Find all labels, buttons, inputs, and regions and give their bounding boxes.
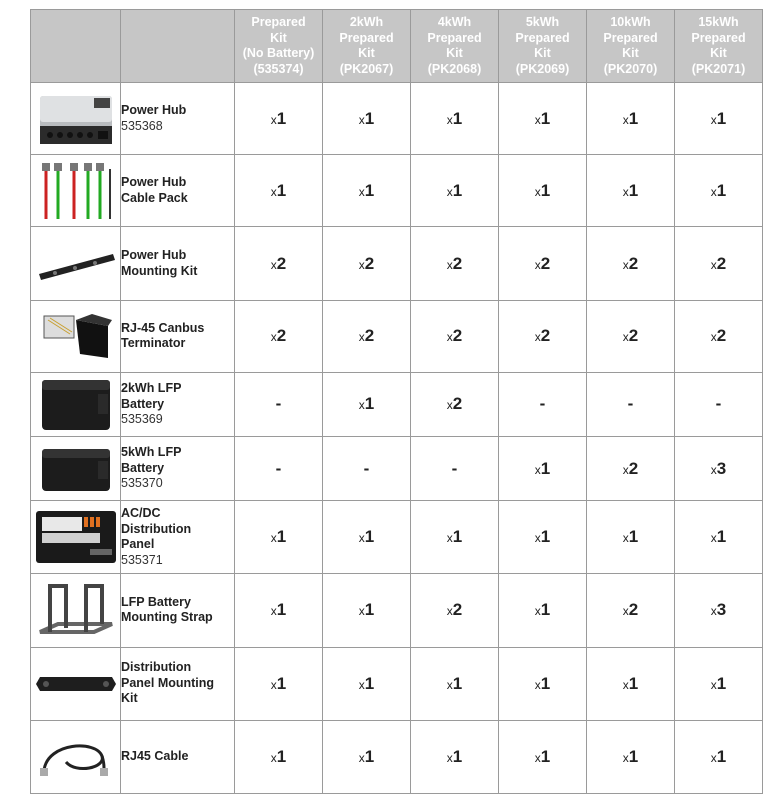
quantity-x: x: [358, 677, 365, 692]
quantity-x: x: [358, 184, 365, 199]
quantity-number: 2: [364, 253, 375, 273]
quantity-number: 2: [276, 253, 287, 273]
quantity-cell: [235, 574, 323, 647]
item-name-cell: [121, 227, 235, 300]
item-name-cell: [121, 647, 235, 720]
quantity-x: x: [622, 750, 629, 765]
quantity-x: x: [534, 112, 541, 127]
quantity-cell: [675, 501, 763, 574]
quantity-x: x: [622, 604, 629, 619]
quantity-x: x: [534, 750, 541, 765]
quantity-cell: [235, 227, 323, 300]
quantity-number: 1: [540, 458, 551, 478]
quantity-number: 1: [276, 180, 287, 200]
quantity-x: x: [710, 750, 717, 765]
quantity-x: x: [270, 330, 277, 345]
quantity-number: 1: [540, 180, 551, 200]
quantity-number: 2: [716, 326, 727, 346]
quantity-cell: [411, 227, 499, 300]
quantity-cell: [323, 155, 411, 227]
quantity-cell: [411, 501, 499, 574]
quantity-number: 1: [716, 746, 727, 766]
header-line: 10kWh: [610, 15, 651, 29]
quantity-cell: [499, 227, 587, 300]
quantity-cell: [587, 155, 675, 227]
header-line: (PK2071): [691, 61, 746, 76]
header-line: Prepared: [515, 30, 570, 45]
quantity-x: x: [622, 677, 629, 692]
header-blank-image: [31, 10, 121, 83]
quantity-x: x: [534, 677, 541, 692]
quantity-number: 1: [716, 108, 727, 128]
quantity-cell: [499, 300, 587, 372]
quantity-x: x: [270, 531, 277, 546]
quantity-number: 3: [716, 600, 727, 620]
quantity-x: x: [710, 604, 717, 619]
quantity-cell: [323, 83, 411, 155]
table-row: [31, 501, 763, 574]
header-line: Kit: [270, 30, 287, 45]
quantity-x: x: [446, 112, 453, 127]
quantity-cell: [587, 720, 675, 793]
quantity-x: x: [270, 750, 277, 765]
quantity-cell: [587, 436, 675, 500]
quantity-cell: [235, 720, 323, 793]
quantity-x: x: [622, 330, 629, 345]
quantity-cell: [499, 83, 587, 155]
item-name: RJ-45 Canbus Terminator: [121, 320, 205, 351]
header-row: [31, 10, 763, 83]
quantity-cell: [323, 372, 411, 436]
quantity-number: 1: [628, 527, 639, 547]
quantity-x: x: [710, 184, 717, 199]
quantity-number: 1: [364, 673, 375, 693]
quantity-cell: [235, 300, 323, 372]
quantity-x: x: [534, 184, 541, 199]
quantity-cell: [235, 83, 323, 155]
quantity-cell: [235, 372, 323, 436]
quantity-cell: [323, 227, 411, 300]
item-name: AC/DC Distribution Panel: [121, 506, 192, 552]
item-code: 535368: [121, 118, 163, 133]
table-row: [31, 83, 763, 155]
quantity-x: x: [358, 531, 365, 546]
quantity-x: x: [446, 604, 453, 619]
item-code: 535370: [121, 476, 163, 491]
quantity-cell: [499, 647, 587, 720]
quantity-x: x: [270, 184, 277, 199]
quantity-number: 1: [716, 180, 727, 200]
quantity-cell: [411, 83, 499, 155]
quantity-dash: -: [451, 458, 458, 478]
quantity-number: 1: [364, 746, 375, 766]
quantity-cell: [323, 436, 411, 500]
quantity-number: 2: [452, 253, 463, 273]
item-name: 5kWh LFP Battery: [121, 445, 182, 475]
battery-2kwh-image: [31, 372, 121, 436]
item-name-cell: [121, 720, 235, 793]
quantity-cell: [411, 647, 499, 720]
quantity-cell: [675, 227, 763, 300]
quantity-cell: [675, 574, 763, 647]
quantity-x: x: [446, 257, 453, 272]
quantity-x: x: [358, 112, 365, 127]
quantity-x: x: [710, 112, 717, 127]
quantity-cell: [499, 574, 587, 647]
quantity-cell: [323, 647, 411, 720]
quantity-cell: [499, 720, 587, 793]
quantity-cell: [675, 372, 763, 436]
table-row: [31, 300, 763, 372]
quantity-number: 1: [540, 600, 551, 620]
panel-mount-kit-image: [31, 647, 121, 720]
rj45-cable-image: [31, 720, 121, 793]
quantity-x: x: [270, 677, 277, 692]
header-kit-15kwh: [675, 10, 763, 83]
quantity-number: 1: [276, 600, 287, 620]
item-name-cell: [121, 574, 235, 647]
header-line: (535374): [253, 61, 304, 76]
quantity-cell: [411, 720, 499, 793]
quantity-cell: [411, 372, 499, 436]
header-line: Prepared: [251, 15, 306, 29]
quantity-x: x: [446, 398, 453, 413]
quantity-cell: [587, 300, 675, 372]
table-row: [31, 720, 763, 793]
item-name: Power Hub Cable Pack: [121, 175, 188, 205]
quantity-x: x: [270, 604, 277, 619]
mounting-kit-image: [31, 227, 121, 300]
quantity-number: 2: [628, 253, 639, 273]
header-line: (PK2068): [427, 61, 482, 76]
quantity-number: 1: [540, 108, 551, 128]
quantity-number: 2: [364, 326, 375, 346]
quantity-number: 1: [452, 180, 463, 200]
header-blank-name: [121, 10, 235, 83]
distribution-panel-image: [31, 501, 121, 574]
header-line: Prepared: [691, 30, 746, 45]
item-name-cell: [121, 83, 235, 155]
table-row: [31, 372, 763, 436]
quantity-number: 2: [452, 600, 463, 620]
quantity-cell: [411, 574, 499, 647]
header-kit-4kwh: [411, 10, 499, 83]
quantity-number: 1: [276, 108, 287, 128]
quantity-number: 1: [716, 673, 727, 693]
quantity-number: 1: [540, 673, 551, 693]
quantity-x: x: [270, 257, 277, 272]
quantity-x: x: [710, 531, 717, 546]
quantity-number: 2: [452, 394, 463, 414]
item-code: 535369: [121, 412, 163, 427]
quantity-cell: [323, 300, 411, 372]
quantity-cell: [587, 647, 675, 720]
header-line: Kit: [710, 46, 727, 60]
quantity-number: 2: [540, 326, 551, 346]
quantity-x: x: [622, 257, 629, 272]
quantity-cell: [499, 501, 587, 574]
quantity-x: x: [622, 531, 629, 546]
quantity-cell: [411, 155, 499, 227]
quantity-number: 2: [276, 326, 287, 346]
header-line: Prepared: [427, 30, 482, 45]
item-name: RJ45 Cable: [121, 749, 189, 764]
quantity-x: x: [534, 531, 541, 546]
quantity-x: x: [534, 462, 541, 477]
quantity-cell: [323, 574, 411, 647]
quantity-number: 2: [628, 458, 639, 478]
quantity-x: x: [622, 112, 629, 127]
quantity-number: 1: [628, 673, 639, 693]
quantity-cell: [235, 155, 323, 227]
quantity-number: 1: [364, 600, 375, 620]
quantity-cell: [499, 436, 587, 500]
quantity-number: 1: [276, 746, 287, 766]
table-row: [31, 227, 763, 300]
quantity-cell: [675, 300, 763, 372]
quantity-x: x: [534, 330, 541, 345]
item-name: Distribution Panel Mounting Kit: [121, 660, 215, 706]
table-row: [31, 574, 763, 647]
quantity-number: 3: [716, 458, 727, 478]
quantity-x: x: [358, 330, 365, 345]
quantity-x: x: [446, 677, 453, 692]
quantity-cell: [587, 501, 675, 574]
quantity-dash: -: [363, 458, 370, 478]
item-code: 535371: [121, 552, 163, 567]
quantity-number: 2: [540, 253, 551, 273]
header-line: 2kWh: [349, 15, 384, 29]
quantity-x: x: [534, 604, 541, 619]
quantity-x: x: [358, 604, 365, 619]
quantity-number: 1: [364, 180, 375, 200]
header-kit-no-battery: [235, 10, 323, 83]
quantity-number: 1: [364, 527, 375, 547]
header-line: 5kWh: [525, 15, 560, 29]
quantity-number: 1: [276, 527, 287, 547]
quantity-number: 1: [452, 673, 463, 693]
quantity-x: x: [358, 750, 365, 765]
quantity-x: x: [710, 257, 717, 272]
header-line: Prepared: [603, 30, 658, 45]
quantity-number: 1: [364, 394, 375, 414]
quantity-cell: [587, 372, 675, 436]
cable-pack-image: [31, 155, 121, 227]
quantity-cell: [235, 501, 323, 574]
quantity-number: 2: [628, 600, 639, 620]
header-line: Kit: [534, 46, 551, 60]
quantity-cell: [235, 647, 323, 720]
quantity-cell: [675, 155, 763, 227]
header-line: (PK2067): [339, 61, 394, 76]
quantity-dash: -: [275, 458, 282, 478]
header-line: 15kWh: [698, 15, 739, 29]
quantity-number: 2: [716, 253, 727, 273]
header-line: (No Battery): [242, 46, 315, 60]
quantity-dash: -: [275, 394, 282, 414]
quantity-x: x: [622, 184, 629, 199]
quantity-x: x: [358, 257, 365, 272]
quantity-number: 1: [540, 746, 551, 766]
quantity-number: 1: [540, 527, 551, 547]
quantity-number: 2: [452, 326, 463, 346]
quantity-number: 1: [276, 673, 287, 693]
quantity-cell: [499, 372, 587, 436]
item-name: Power Hub: [121, 103, 187, 118]
quantity-cell: [235, 436, 323, 500]
quantity-cell: [675, 436, 763, 500]
quantity-cell: [499, 155, 587, 227]
quantity-x: x: [358, 398, 365, 413]
item-name: Power Hub Mounting Kit: [121, 248, 198, 278]
quantity-number: 1: [716, 527, 727, 547]
quantity-number: 1: [364, 108, 375, 128]
quantity-number: 2: [628, 326, 639, 346]
quantity-x: x: [710, 462, 717, 477]
header-line: Prepared: [339, 30, 394, 45]
quantity-cell: [675, 720, 763, 793]
header-kit-10kwh: [587, 10, 675, 83]
item-name-cell: [121, 436, 235, 500]
quantity-x: x: [446, 330, 453, 345]
quantity-cell: [323, 720, 411, 793]
header-line: Kit: [358, 46, 375, 60]
item-name-cell: [121, 372, 235, 436]
header-line: (PK2070): [603, 61, 658, 76]
item-name-cell: [121, 501, 235, 574]
quantity-number: 1: [628, 180, 639, 200]
quantity-cell: [587, 574, 675, 647]
quantity-x: x: [270, 112, 277, 127]
quantity-number: 1: [628, 108, 639, 128]
header-line: Kit: [622, 46, 639, 60]
quantity-x: x: [622, 462, 629, 477]
battery-strap-image: [31, 574, 121, 647]
quantity-x: x: [446, 750, 453, 765]
quantity-cell: [411, 300, 499, 372]
quantity-x: x: [446, 531, 453, 546]
quantity-cell: [587, 227, 675, 300]
header-kit-2kwh: [323, 10, 411, 83]
quantity-cell: [675, 647, 763, 720]
quantity-number: 1: [452, 108, 463, 128]
header-kit-5kwh: [499, 10, 587, 83]
quantity-dash: -: [715, 394, 722, 414]
item-name: LFP Battery Mounting Strap: [121, 594, 213, 625]
quantity-x: x: [534, 257, 541, 272]
header-line: 4kWh: [437, 15, 472, 29]
quantity-number: 1: [452, 527, 463, 547]
battery-5kwh-image: [31, 436, 121, 500]
quantity-x: x: [446, 184, 453, 199]
quantity-number: 1: [452, 746, 463, 766]
quantity-cell: [323, 501, 411, 574]
kit-contents-table: [30, 9, 763, 794]
table-row: [31, 436, 763, 500]
quantity-cell: [675, 83, 763, 155]
quantity-number: 1: [628, 746, 639, 766]
power-hub-image: [31, 83, 121, 155]
quantity-dash: -: [627, 394, 634, 414]
header-line: (PK2069): [515, 61, 570, 76]
item-name: 2kWh LFP Battery: [121, 381, 182, 411]
item-name-cell: [121, 300, 235, 372]
quantity-x: x: [710, 330, 717, 345]
table-row: [31, 647, 763, 720]
quantity-x: x: [710, 677, 717, 692]
quantity-cell: [411, 436, 499, 500]
quantity-cell: [587, 83, 675, 155]
item-name-cell: [121, 155, 235, 227]
table-row: [31, 155, 763, 227]
quantity-dash: -: [539, 394, 546, 414]
header-line: Kit: [446, 46, 463, 60]
rj45-terminator-image: [31, 300, 121, 372]
